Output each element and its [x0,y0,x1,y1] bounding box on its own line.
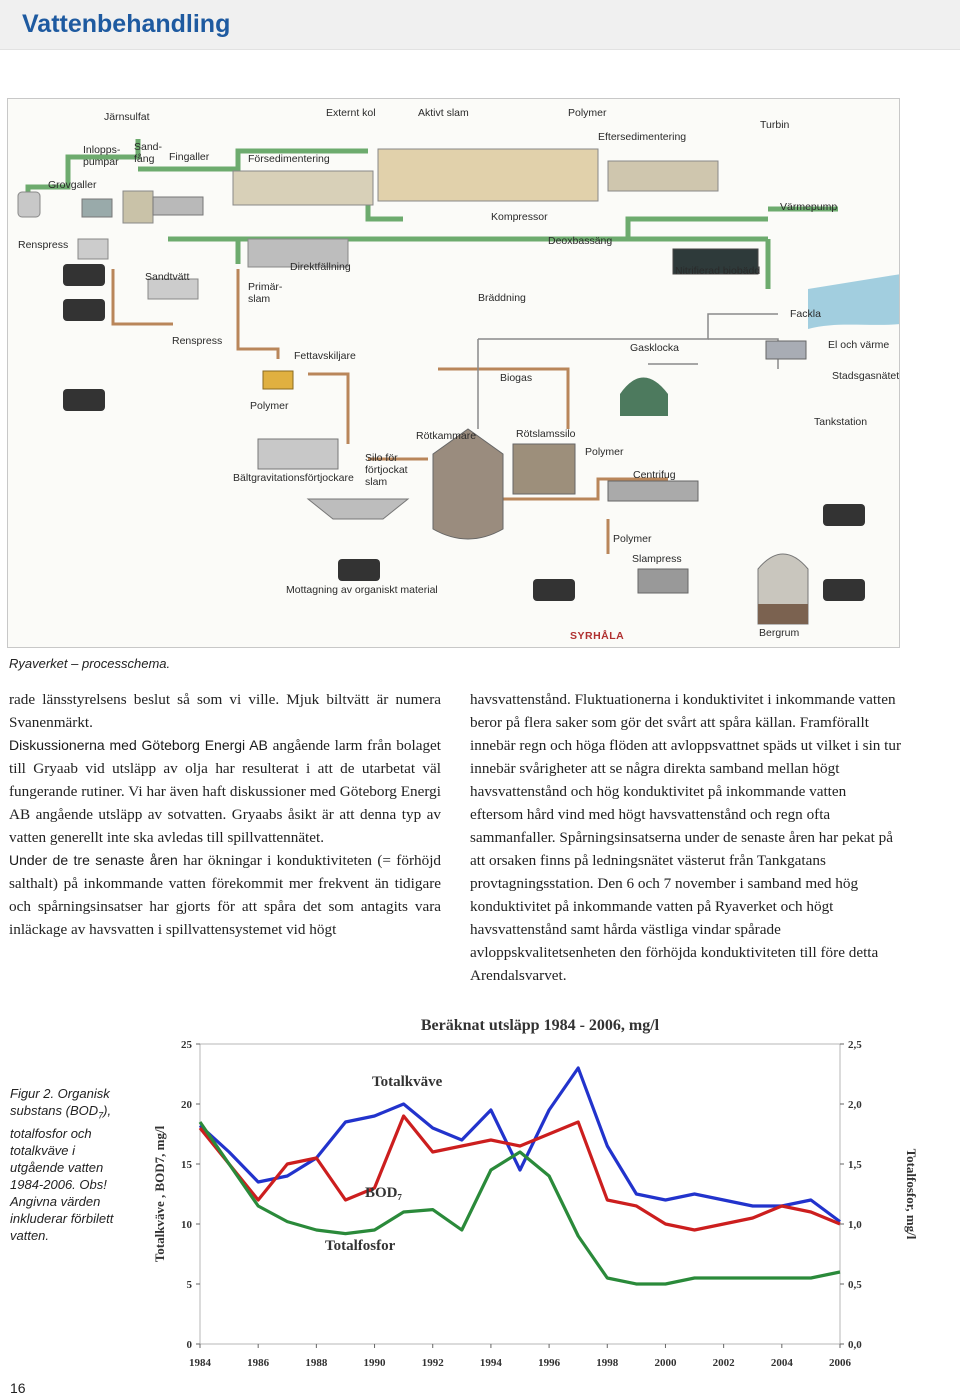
y-right-tick-label: 2,0 [848,1099,862,1111]
label-kompressor: Kompressor [491,211,548,223]
paragraph: Under de tre senaste åren har ökningar i konduktiviteten (= förhöjd salthalt) på inkommande vatten förekommit mer frekvent än tidigare och spårningsinsatser har gjorts för att spåra det som antagits vara inläckage av havsvatten i spillvattensystemet vid högt [9,852,442,938]
x-tick-label: 2004 [770,1357,793,1369]
y-tick-label: 25 [181,1039,192,1051]
y-right-tick-label: 1,0 [848,1219,862,1231]
paragraph: havsvattenstånd. Fluktuationerna i konduktivitet i inkommande vatten beror på flera saker som gör det svårt att spåra källan. Framförallt innebär regn och höga flöden att avloppsvattnet späds ut vilket i sin tur innebär svårigheter att se några direkta samband mellan högt havsvattenstånd och hög konduktivitet på inkommande vatten eftersom hård vind med högt havsvattenstånd och regn ofta sammanfaller. Spårningsinsatserna under de senaste åren har pekat på att orsaken finns på ledningsnätet västerut från Tankgatans provtagningsstation. Den 6 och 7 november i samband med hög konduktivitet på inkommande vatten på Ryaverket och högt havsvattenstånd samt hårda västliga vindar spårade avloppskvalitetsenheten den förhöjda konduktiviteten till före detta Arendalsvarvet. [470,691,902,984]
x-tick-label: 1996 [538,1357,561,1369]
label-jarnsulfat: Järnsulfat [104,111,150,123]
label-direktfallning: Direktfällning [290,261,351,273]
label-turbin: Turbin [760,119,790,131]
label-slampress: Slampress [632,553,682,565]
series-label: Totalkväve [372,1074,443,1090]
x-tick-label: 1994 [479,1357,502,1369]
x-tick-label: 1998 [596,1357,619,1369]
paragraph: rade länsstyrelsens beslut så som vi ville. Mjuk biltvätt är numera Svanenmärkt. [9,691,441,731]
paragraph: Diskussionerna med Göteborg Energi AB angående larm från bolaget till Gryaab vid utsläpp av olja har resulterat i att de utarbetat väl fungerande rutiner. Vi har även haft diskussioner med Göteborg Energi AB angående utsläpp av sotvatten. Gryaabs åsikt är att denna typ av vatten generellt inte ska avledas till spillvattennätet. [9,737,442,846]
process-schema [7,98,900,648]
text-column-left [9,688,441,941]
label-sandfang: Sand- fång [134,141,163,165]
page-number: 16 [10,1380,26,1396]
label-polymer-left: Polymer [250,400,289,412]
y-tick-label: 10 [181,1219,192,1231]
label-gasklocka: Gasklocka [630,342,680,354]
label-fingaller: Fingaller [169,151,210,163]
y-tick-label: 20 [181,1099,192,1111]
label-bergrum: Bergrum [759,627,800,639]
x-tick-label: 2002 [712,1357,735,1369]
label-rotslamssilo: Rötslamssilo [516,428,576,440]
label-el-och-varme: El och värme [828,339,890,351]
x-tick-label: 2006 [829,1357,851,1369]
y-right-tick-label: 1,5 [848,1159,862,1171]
label-renspress-mid: Renspress [172,335,223,347]
label-silo: Silo för förtjockat slam [365,452,408,488]
y-right-tick-label: 0,0 [848,1339,862,1351]
label-renspress-left: Renspress [18,239,69,251]
label-baltgravitation: Bältgravitationsförtjockare [233,472,354,484]
chart-svg [150,1014,920,1379]
label-syrhala: SYRHÅLA [570,630,625,642]
plot-frame [200,1044,840,1344]
series-label: BOD₇ [365,1185,403,1201]
label-externt-kol: Externt kol [326,107,376,119]
x-tick-label: 1988 [305,1357,328,1369]
label-tankstation: Tankstation [814,416,868,428]
label-polymer-mid: Polymer [585,446,624,458]
y-right-axis-label: Totalfosfor, mg/l [904,1148,919,1240]
process-schema-drawing [8,99,900,648]
label-mottagning: Mottagning av organiskt material [286,584,438,596]
series-label: Totalfosfor [325,1238,396,1254]
label-eftersedimentering: Eftersedimentering [598,131,687,143]
figure-caption: Figur 2. Organisk substans $(BOD_7)$, totalfosfor och totalkväve i utgående vatten 1984-2006. Obs! Angivna värden inkluderar förbilett vatten. [10,1086,114,1243]
label-aktivt-slam: Aktivt slam [418,107,469,119]
x-tick-label: 1990 [363,1357,386,1369]
y-right-tick-label: 2,5 [848,1039,862,1051]
label-polymer-top: Polymer [568,107,607,119]
y-tick-label: 0 [186,1339,192,1351]
label-varmepump: Värmepump [780,201,838,213]
label-grovgaller: Grovgaller [48,179,97,191]
label-forsedimentering: Försedimentering [248,153,330,165]
series-line-1 [200,1116,840,1230]
schema-caption: Ryaverket – processchema. [9,656,171,671]
y-tick-label: 5 [186,1279,192,1291]
label-fackla: Fackla [790,308,821,320]
label-polymer-low: Polymer [613,533,652,545]
chart-title: Beräknat utsläpp 1984 - 2006, mg/l [420,1017,660,1034]
label-fettavskiljare: Fettavskiljare [294,350,356,362]
label-biogas: Biogas [500,372,533,384]
label-rotkammare: Rötkammare [416,430,477,442]
y-tick-label: 15 [181,1159,192,1171]
label-deoxbassang: Deoxbassäng [548,235,613,247]
page-title: Vattenbehandling [22,10,231,38]
x-tick-label: 1992 [421,1357,444,1369]
x-tick-label: 1984 [189,1357,211,1369]
y-right-tick-label: 0,5 [848,1279,862,1291]
emissions-chart [150,1014,920,1379]
label-stadsgasnatet: Stadsgasnätet [832,370,900,382]
y-axis-label: Totalkväve , BOD7, mg/l [152,1125,167,1263]
label-primarslam: Primär- slam [248,281,283,305]
x-tick-label: 2000 [654,1357,677,1369]
label-sandtvatt: Sandtvätt [145,271,190,283]
label-nitrifierad-biobadd: Nitrifierad biobädd [675,265,761,277]
text-column-right [470,688,902,987]
label-centrifug: Centrifug [633,469,676,481]
x-tick-label: 1986 [247,1357,270,1369]
lead-in: Diskussionerna med Göteborg Energi AB [9,737,268,753]
lead-in: Under de tre senaste åren [9,852,178,868]
label-braddning: Bräddning [478,292,526,304]
label-inloppspumpar: Inlopps- pumpar [83,144,121,168]
page-header [0,0,960,50]
